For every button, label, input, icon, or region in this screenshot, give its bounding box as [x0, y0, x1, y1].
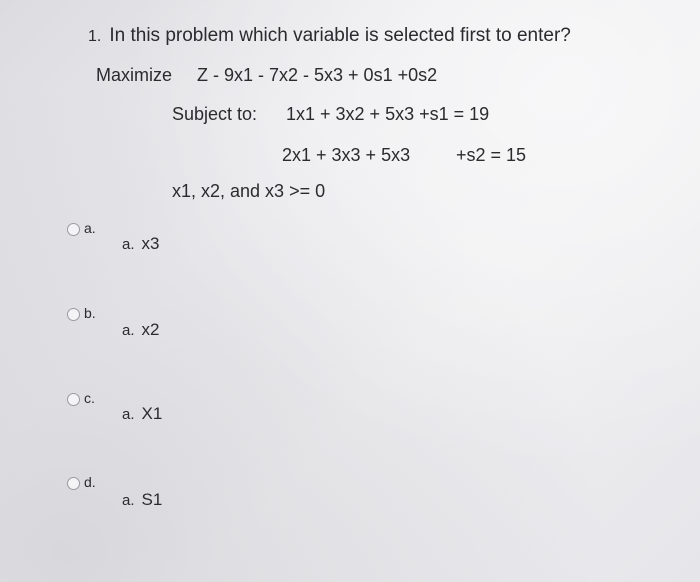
option-a-prefix: a. — [122, 236, 135, 253]
option-d-prefix: a. — [122, 492, 135, 509]
radio-option-b[interactable] — [67, 308, 80, 321]
question-prompt: In this problem which variable is selected first to enter? — [109, 25, 571, 46]
option-c-prefix: a. — [122, 406, 135, 423]
constraint-2-right: +s2 = 15 — [456, 145, 527, 165]
option-a-answer[interactable] — [122, 234, 159, 254]
subject-to-label: Subject to: — [172, 104, 258, 124]
radio-option-c[interactable] — [67, 393, 80, 406]
option-d-letter: d. — [84, 474, 96, 490]
radio-option-d[interactable] — [67, 477, 80, 490]
nonnegativity-constraint: x1, x2, and x3 >= 0 — [172, 181, 326, 201]
option-d-answer[interactable] — [122, 490, 162, 510]
radio-option-a[interactable] — [67, 223, 80, 236]
constraint-1: 1x1 + 3x2 + 5x3 +s1 = 19 — [286, 104, 490, 124]
option-b-prefix: a. — [122, 322, 135, 339]
option-b-letter: b. — [84, 305, 96, 321]
option-c-letter: c. — [84, 390, 95, 406]
constraint-2-left: 2x1 + 3x3 + 5x3 — [282, 145, 411, 165]
objective-expression: Z - 9x1 - 7x2 - 5x3 + 0s1 +0s2 — [197, 65, 438, 85]
option-a-text: x3 — [141, 234, 160, 253]
option-a-letter: a. — [84, 220, 96, 236]
option-d-text: S1 — [141, 490, 163, 509]
question-text — [88, 25, 571, 47]
option-b-answer[interactable] — [122, 320, 159, 340]
objective-label: Maximize — [96, 65, 173, 85]
option-c-answer[interactable] — [122, 404, 162, 424]
option-b-text: x2 — [141, 320, 160, 339]
option-c-text: X1 — [141, 404, 163, 423]
question-number: 1. — [88, 28, 102, 45]
